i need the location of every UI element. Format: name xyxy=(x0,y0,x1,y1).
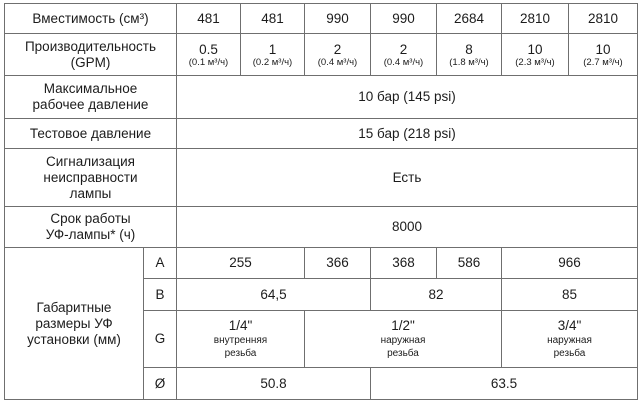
m3h-value: (0.4 м³/ч) xyxy=(383,56,424,68)
gpm-value: 0.5 xyxy=(199,41,218,57)
test-pressure-value: 15 бар (218 psi) xyxy=(177,119,638,149)
max-pressure-row xyxy=(5,76,638,119)
gpm-value: 10 xyxy=(595,41,611,57)
dimension-a-row xyxy=(5,248,638,279)
performance-cell xyxy=(502,34,569,76)
performance-label xyxy=(5,34,177,76)
performance-cell xyxy=(241,34,305,76)
capacity-row xyxy=(5,4,638,34)
dimension-b-cell: 64,5 xyxy=(177,279,371,311)
thread-size: 3/4" xyxy=(557,318,582,333)
dimension-symbol-a: A xyxy=(144,248,177,279)
lamp-alarm-value: Есть xyxy=(177,149,638,207)
uv-specs-table xyxy=(4,3,638,400)
diameter-cell: 50.8 xyxy=(177,368,371,400)
max-pressure-label-line: рабочее давление xyxy=(32,97,149,112)
lamp-alarm-label-line: неисправности xyxy=(43,169,138,185)
m3h-value: (0.4 м³/ч) xyxy=(317,56,358,68)
capacity-label: Вместимость (см³) xyxy=(5,4,177,34)
lamp-alarm-label-line: Сигнализация xyxy=(46,153,135,169)
thread-type-line: резьба xyxy=(224,348,257,359)
thread-size: 1/4" xyxy=(228,318,253,333)
gpm-value: 8 xyxy=(465,41,473,57)
dimensions-label xyxy=(5,248,144,400)
m3h-value: (2.3 м³/ч) xyxy=(515,56,555,68)
gpm-value: 1 xyxy=(268,41,277,57)
capacity-cell: 2810 xyxy=(502,4,569,34)
performance-cell xyxy=(177,34,241,76)
lamp-life-value: 8000 xyxy=(177,207,638,248)
test-pressure-row xyxy=(5,119,638,149)
performance-label-line: Производительность xyxy=(24,38,157,54)
max-pressure-value: 10 бар (145 psi) xyxy=(177,76,638,119)
performance-cell xyxy=(371,34,437,76)
dimensions-label-line: установки (мм) xyxy=(27,331,121,347)
capacity-cell: 2684 xyxy=(437,4,502,34)
dimension-b-cell: 85 xyxy=(502,279,638,311)
m3h-value: (0.2 м³/ч) xyxy=(252,56,293,68)
thread-cell xyxy=(502,311,638,368)
performance-row xyxy=(5,34,638,76)
dimension-a-cell: 586 xyxy=(437,248,502,279)
capacity-cell: 990 xyxy=(371,4,437,34)
diameter-cell: 63.5 xyxy=(371,368,638,400)
performance-cell xyxy=(437,34,502,76)
dimension-a-cell: 255 xyxy=(177,248,305,279)
dimension-b-cell: 82 xyxy=(371,279,502,311)
capacity-cell: 990 xyxy=(305,4,371,34)
lamp-life-row xyxy=(5,207,638,248)
dimension-symbol-g: G xyxy=(144,311,177,368)
capacity-cell: 481 xyxy=(241,4,305,34)
lamp-life-label-line: УФ-лампы* (ч) xyxy=(45,227,136,242)
lamp-life-label-line: Срок работы xyxy=(50,211,131,226)
m3h-value: (0.1 м³/ч) xyxy=(188,56,229,68)
dimensions-label-line: размеры УФ xyxy=(35,315,113,331)
m3h-value: (2.7 м³/ч) xyxy=(583,56,623,68)
lamp-alarm-label-line: лампы xyxy=(69,185,112,201)
thread-cell xyxy=(177,311,305,368)
thread-type-line: наружная xyxy=(547,335,592,346)
lamp-alarm-label xyxy=(5,149,177,207)
gpm-value: 2 xyxy=(333,41,342,57)
gpm-value: 2 xyxy=(399,41,408,57)
capacity-cell: 481 xyxy=(177,4,241,34)
performance-label-line: (GPM) xyxy=(70,54,111,70)
m3h-value: (1.8 м³/ч) xyxy=(449,56,489,68)
dimension-symbol-diameter: Ø xyxy=(144,368,177,400)
thread-type-line: резьба xyxy=(387,348,419,359)
thread-type-line: внутренняя xyxy=(213,335,268,346)
spec-table-container xyxy=(4,3,637,405)
dimension-a-cell: 966 xyxy=(502,248,638,279)
thread-type-line: наружная xyxy=(380,335,426,346)
lamp-alarm-row xyxy=(5,149,638,207)
performance-cell xyxy=(569,34,638,76)
max-pressure-label-line: Максимальное xyxy=(43,81,138,96)
dimension-symbol-b: B xyxy=(144,279,177,311)
capacity-cell: 2810 xyxy=(569,4,638,34)
dimension-a-cell: 366 xyxy=(305,248,371,279)
performance-cell xyxy=(305,34,371,76)
thread-cell xyxy=(305,311,502,368)
lamp-life-label xyxy=(5,207,177,248)
thread-type-line: резьба xyxy=(553,348,586,359)
dimension-a-cell: 368 xyxy=(371,248,437,279)
gpm-value: 10 xyxy=(527,41,543,57)
max-pressure-label xyxy=(5,76,177,119)
dimensions-label-line: Габаритные xyxy=(36,299,112,315)
test-pressure-label: Тестовое давление xyxy=(5,119,177,149)
thread-size: 1/2" xyxy=(391,318,415,333)
